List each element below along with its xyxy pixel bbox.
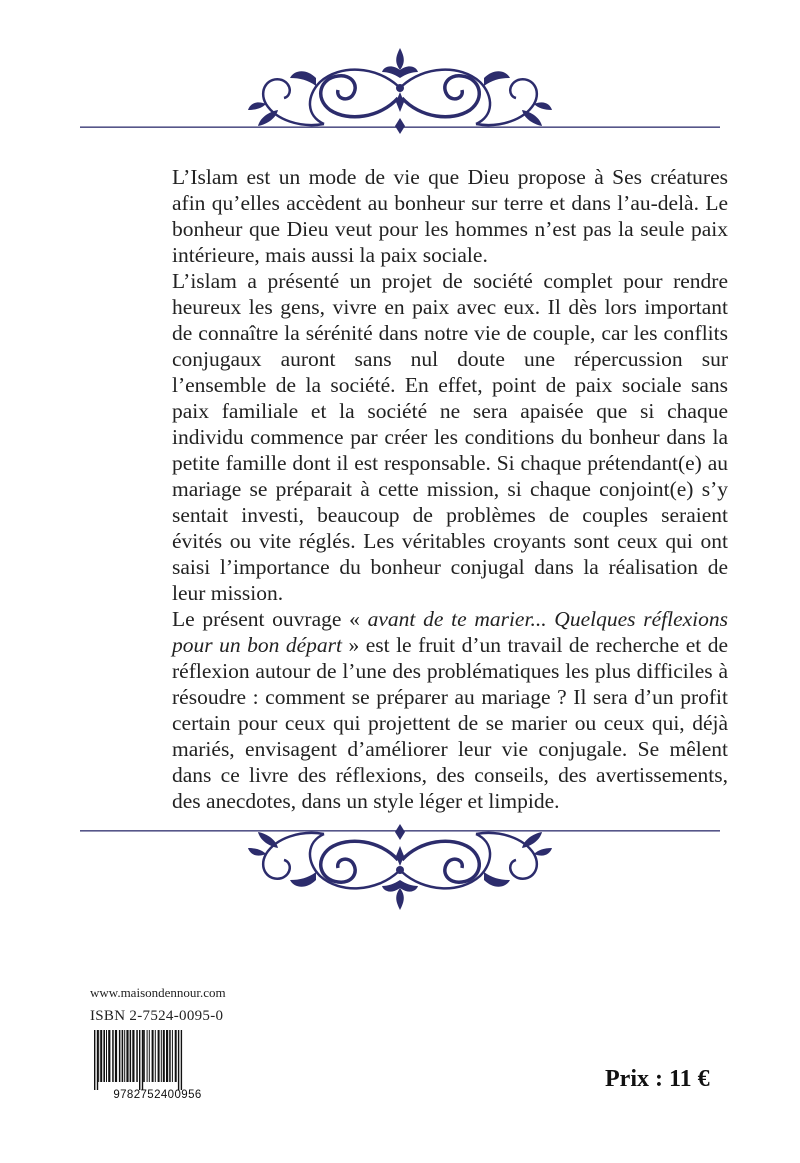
book-title-italic: avant de te marier... Quelques réflexions pour un bon départ	[172, 607, 728, 657]
isbn-number: ISBN 2-7524-0095-0	[90, 1008, 224, 1024]
floral-ornament-icon	[80, 820, 720, 920]
barcode-bar	[126, 1030, 128, 1082]
paragraph-1: L’Islam est un mode de vie que Dieu propose à Ses créatures afin qu’elles accèdent au bonheur sur terre et dans l’au-delà. Le bonheur que Dieu veut pour les hommes n’est pas la seule paix intérieure, mais aussi la paix sociale.	[172, 165, 728, 267]
barcode-bar	[112, 1030, 114, 1082]
barcode-bar	[103, 1030, 105, 1082]
barcode-bar	[152, 1030, 154, 1082]
floral-ornament-icon	[80, 38, 720, 138]
barcode-bar	[143, 1030, 145, 1082]
barcode-bar	[94, 1030, 95, 1090]
barcode-bar	[158, 1030, 160, 1082]
paragraph-3-lead: Le présent ouvrage «	[172, 607, 368, 631]
barcode-bar	[115, 1030, 117, 1082]
publisher-website: www.maisondennour.com	[90, 985, 226, 1000]
paragraph-2: L’islam a présenté un projet de société complet pour rendre heureux les gens, vivre en paix avec eux. Il dès lors important de connaître la sérénité dans notre vie de couple, car les conflits conjugaux auront sans nul doute une répercussion sur l’ensemble de la société. En effet, point de paix sociale sans paix familiale et la société ne sera apaisée que si chaque individu commence par créer les conditions du bonheur dans la petite famille dont il est responsable. Si chaque prétendant(e) au mariage se préparait à cette mission, si chaque conjoint(e) s’y sentait investi, beaucoup de problèmes de couples seraient évités ou vite réglés. Les véritables croyants sont ceux qui ont saisi l’importance du bonheur conjugal dans la réalisation de leur mission.	[172, 269, 728, 605]
barcode-bar	[130, 1030, 132, 1082]
barcode-icon	[90, 1028, 225, 1100]
barcode-digits: 9782752400956	[113, 1089, 202, 1100]
barcode-bar	[106, 1030, 107, 1082]
barcode-bar	[142, 1030, 143, 1090]
barcode	[90, 1028, 225, 1100]
barcode-bar	[139, 1030, 140, 1090]
barcode-bar	[108, 1030, 110, 1082]
barcode-bar	[149, 1030, 150, 1082]
top-ornament	[80, 38, 720, 138]
paragraph-3	[172, 606, 728, 814]
price-label: Prix : 11 €	[605, 1066, 710, 1092]
barcode-bar	[132, 1030, 134, 1082]
barcode-bar	[98, 1030, 99, 1082]
barcode-bar	[124, 1030, 125, 1082]
barcode-bar	[178, 1030, 179, 1090]
barcode-bar	[97, 1030, 98, 1090]
barcode-bar	[163, 1030, 165, 1082]
barcode-bar	[175, 1030, 177, 1082]
back-cover-text	[172, 164, 728, 814]
barcode-bar	[161, 1030, 162, 1082]
barcode-bar	[100, 1030, 102, 1082]
paragraph-3-rest: » est le fruit d’un travail de recherche et de réflexion autour de l’une des problématiques les plus difficiles à résoudre : comment se préparer au mariage ? Il sera d’un profit certain pour ceux qui projettent de se marier ou ceux qui, déjà mariés, envisagent d’améliorer leur vie conjugale. Se mêlent dans ce livre des réflexions, des conseils, des avertissements, des anecdotes, dans un style léger et limpide.	[172, 633, 729, 813]
barcode-bar	[169, 1030, 171, 1082]
barcode-bar	[166, 1030, 168, 1082]
barcode-bar	[181, 1030, 182, 1090]
barcode-bar	[122, 1030, 124, 1082]
barcode-bar	[147, 1030, 148, 1082]
bottom-ornament	[80, 820, 720, 920]
barcode-bar	[119, 1030, 121, 1082]
barcode-bar	[136, 1030, 138, 1082]
barcode-bar	[155, 1030, 156, 1082]
barcode-bar	[172, 1030, 173, 1082]
